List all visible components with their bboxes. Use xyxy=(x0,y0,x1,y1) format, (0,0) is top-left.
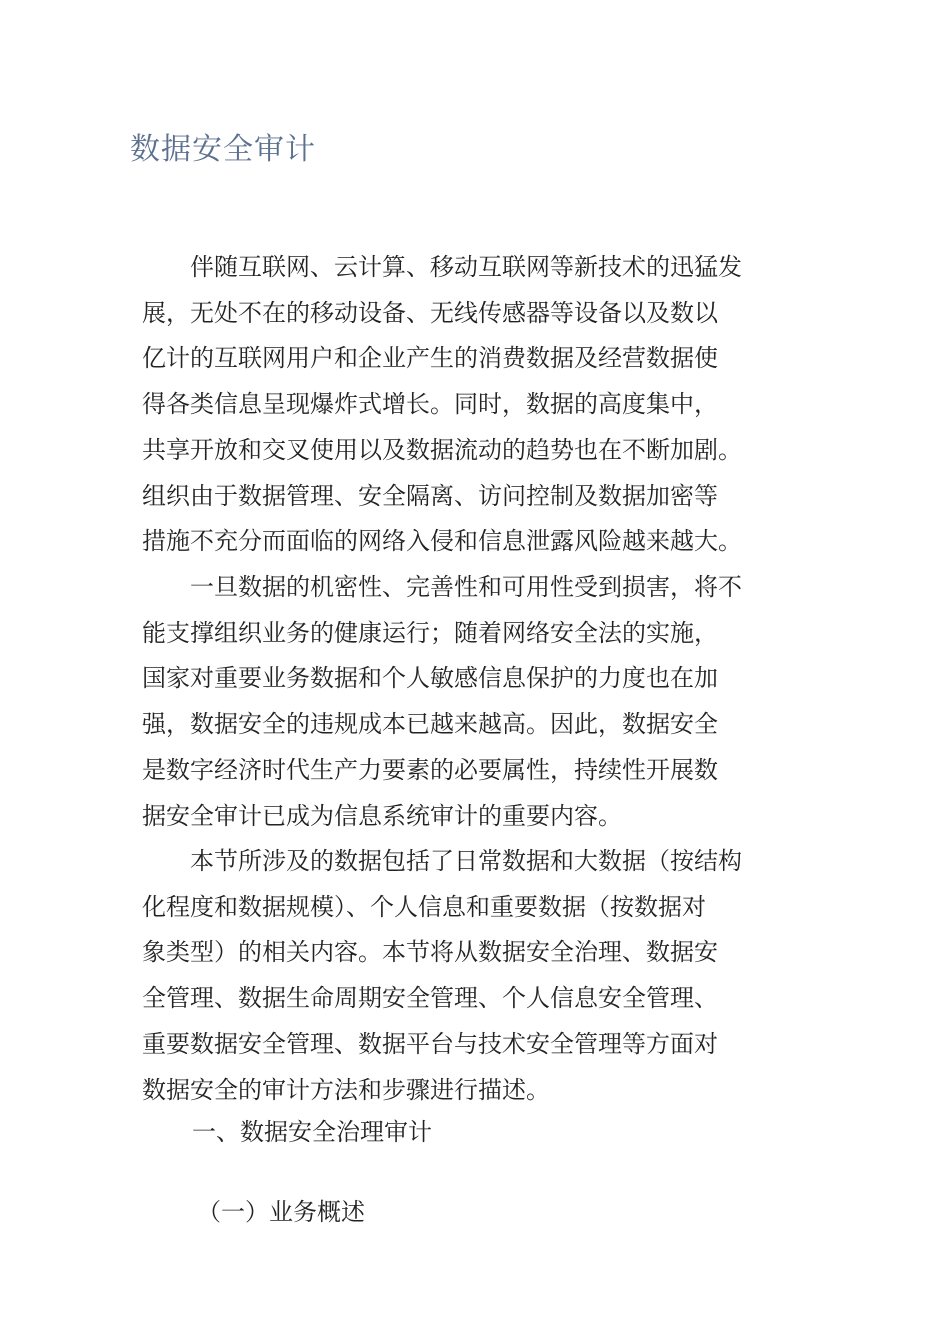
text-line: 据安全审计已成为信息系统审计的重要内容。 xyxy=(142,801,622,830)
text-line: 措施不充分而面临的网络入侵和信息泄露风险越来越大。 xyxy=(142,527,742,556)
paragraph-3 xyxy=(142,839,742,1113)
text-line: 全管理、数据生命周期安全管理、个人信息安全管理、 xyxy=(142,984,718,1013)
text-line: 能支撑组织业务的健康运行；随着网络安全法的实施， xyxy=(142,618,718,647)
text-line: 国家对重要业务数据和个人敏感信息保护的力度也在加 xyxy=(142,664,718,693)
text-line: 强，数据安全的违规成本已越来越高。因此，数据安全 xyxy=(142,710,718,739)
text-line: 数据安全的审计方法和步骤进行描述。 xyxy=(142,1075,550,1104)
text-line: 一旦数据的机密性、完善性和可用性受到损害，将不 xyxy=(142,573,742,601)
paragraph-1 xyxy=(142,245,742,565)
text-line: 是数字经济时代生产力要素的必要属性，持续性开展数 xyxy=(142,755,718,784)
section-heading: 一、数据安全治理审计 xyxy=(192,1118,432,1146)
text-line: 得各类信息呈现爆炸式增长。同时，数据的高度集中， xyxy=(142,390,718,419)
text-line: 展，无处不在的移动设备、无线传感器等设备以及数以 xyxy=(142,298,718,327)
text-line: 本节所涉及的数据包括了日常数据和大数据（按结构 xyxy=(142,847,742,875)
subsection-heading: （一）业务概述 xyxy=(197,1198,365,1226)
text-line: 伴随互联网、云计算、移动互联网等新技术的迅猛发 xyxy=(142,253,742,281)
text-line: 重要数据安全管理、数据平台与技术安全管理等方面对 xyxy=(142,1029,718,1058)
text-line: 组织由于数据管理、安全隔离、访问控制及数据加密等 xyxy=(142,481,718,510)
text-line: 象类型）的相关内容。本节将从数据安全治理、数据安 xyxy=(142,938,718,967)
document-title: 数据安全审计 xyxy=(130,132,316,167)
text-line: 共享开放和交叉使用以及数据流动的趋势也在不断加剧。 xyxy=(142,435,742,464)
paragraph-2 xyxy=(142,565,742,839)
text-line: 亿计的互联网用户和企业产生的消费数据及经营数据使 xyxy=(142,344,718,373)
text-line: 化程度和数据规模）、个人信息和重要数据（按数据对 xyxy=(142,892,706,921)
